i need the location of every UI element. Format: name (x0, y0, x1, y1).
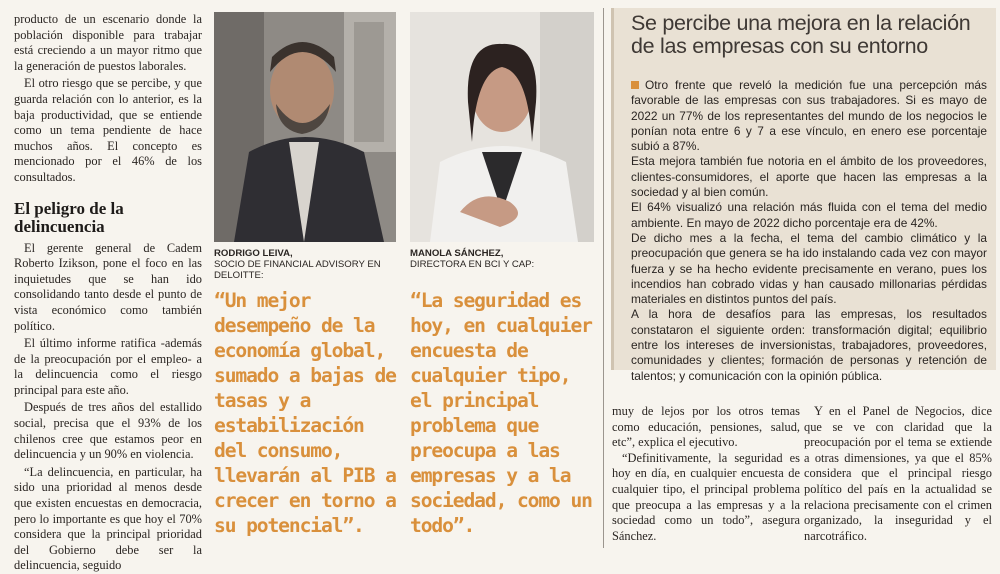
photo-rodrigo-leiva (214, 12, 396, 242)
subheading: El peligro de la delincuencia (14, 198, 124, 236)
pull-quote-2: “La seguridad es hoy, en cualquier encuesta de cualquier tipo, el principal problema que preocupa a las empresas y a la sociedad, como un todo”. (410, 289, 592, 537)
body-paragraph: Después de tres años del estallido social, precisa que el 93% de los chilenos cree que estamos peor en delincuencia y un 90% en violencia. (14, 400, 202, 462)
body-paragraph: El otro riesgo que se percibe, y que guarda relación con lo anterior, es la baja productividad, que se entiende como un tema pendiente de hace muchos años. El concepto es mencionado por el 46% de los consultados. (14, 76, 202, 184)
pull-quote-1: “Un mejor desempeño de la economía global, sumado a bajas de tasas y a estabilización del consumo, llevarán al PIB a crecer en torno a su potencial”. (214, 289, 396, 537)
photo-caption-2 (410, 248, 594, 270)
body-paragraph: El último informe ratifica -además de la preocupación por el empleo- a la delincuencia como el riesgo principal para este año. (14, 336, 202, 397)
body-paragraph: Y en el Panel de Negocios, dice que se ve con claridad que la preocupación por el tema se extiende a otras dimensiones, ya que el 85% considera que el principal riesgo político del país en la actualidad se relaciona precisamente con el crimen organizado, la inseguridad y el narcotráfico. (804, 404, 992, 543)
square-bullet-icon (631, 81, 639, 89)
body-paragraph: “La delincuencia, en particular, ha sido una prioridad al menos desde que existen encuestas en democracia, pero lo importante es que hoy el 70% considera que la principal prioridad del Gobierno debe ser la delincuencia, seguido (14, 464, 202, 573)
sidebar-paragraph: De dicho mes a la fecha, el tema del cambio climático y la preocupación que genera se ha ido instalando cada vez con mayor fuerza y se ha hecho evidente precisamente en verano, pues los incendios han cobrado vidas y han causado millonarias pérdidas materiales en distintos puntos del país. (631, 230, 987, 307)
body-paragraph: “Definitivamente, la seguridad es hoy en día, en cualquier encuesta de cualquier tipo, el principal problema que preocupa a las empresas y a la sociedad como un todo”, asegura Sánchez. (612, 450, 800, 543)
sidebar-paragraph-text: Otro frente que reveló la medición fue una percepción más favorable de las empresas con sus trabajadores. Si es mayo de 2022 un 77% de los representantes del mundo de los negocios le ponían nota entre 6 y 7 a ese vínculo, en enero ese porcentaje subió a 87%. (631, 78, 987, 154)
sidebar-paragraph: El 64% visualizó una relación más fluida con el tema del medio ambiente. En mayo de 2022 dicho porcentaje era de 42%. (631, 200, 987, 230)
sidebar-paragraph: Esta mejora también fue notoria en el ámbito de los proveedores, clientes-consumidores, el aporte que hacen las empresas a la sociedad y al bien común. (631, 154, 987, 200)
column-divider (603, 8, 604, 548)
article-column-1 (14, 12, 202, 574)
body-paragraph: El gerente general de Cadem Roberto Izikson, pone el foco en las inquietudes que se han ido consolidando tanto desde el punto de vista económico como también político. (14, 240, 202, 333)
person-name: RODRIGO LEIVA, (214, 248, 293, 259)
person-role: DIRECTORA EN BCI Y CAP: (410, 259, 535, 270)
body-paragraph: muy de lejos por los otros temas como educación, pensiones, salud, etc”, explica el ejecutivo. (612, 404, 800, 450)
sidebar-paragraph: A la hora de desafíos para las empresas, los resultados constataron el siguiente orden: transformación digital; equilibrio entre los intereses de inversionistas, trabajadores, proveedores, comunidades y clientes; formación de personas y retención de talentos; y comunicación con la opinión pública. (631, 307, 987, 383)
sidebar-title: Se percibe una mejora en la relación de las empresas con su entorno (631, 11, 971, 58)
sidebar-paragraph (631, 78, 987, 154)
article-column-4 (804, 404, 992, 544)
person-name: MANOLA SÁNCHEZ, (410, 248, 504, 259)
sidebar-body (631, 78, 987, 384)
photo-manola-sanchez (410, 12, 594, 242)
article-column-3 (612, 404, 800, 544)
body-paragraph: producto de un escenario donde la población disponible para trabajar está creciendo a un mayor ritmo que la generación de puestos laborales. (14, 12, 202, 73)
photo-caption-1 (214, 248, 396, 281)
person-role: SOCIO DE FINANCIAL ADVISORY EN DELOITTE: (214, 259, 381, 281)
